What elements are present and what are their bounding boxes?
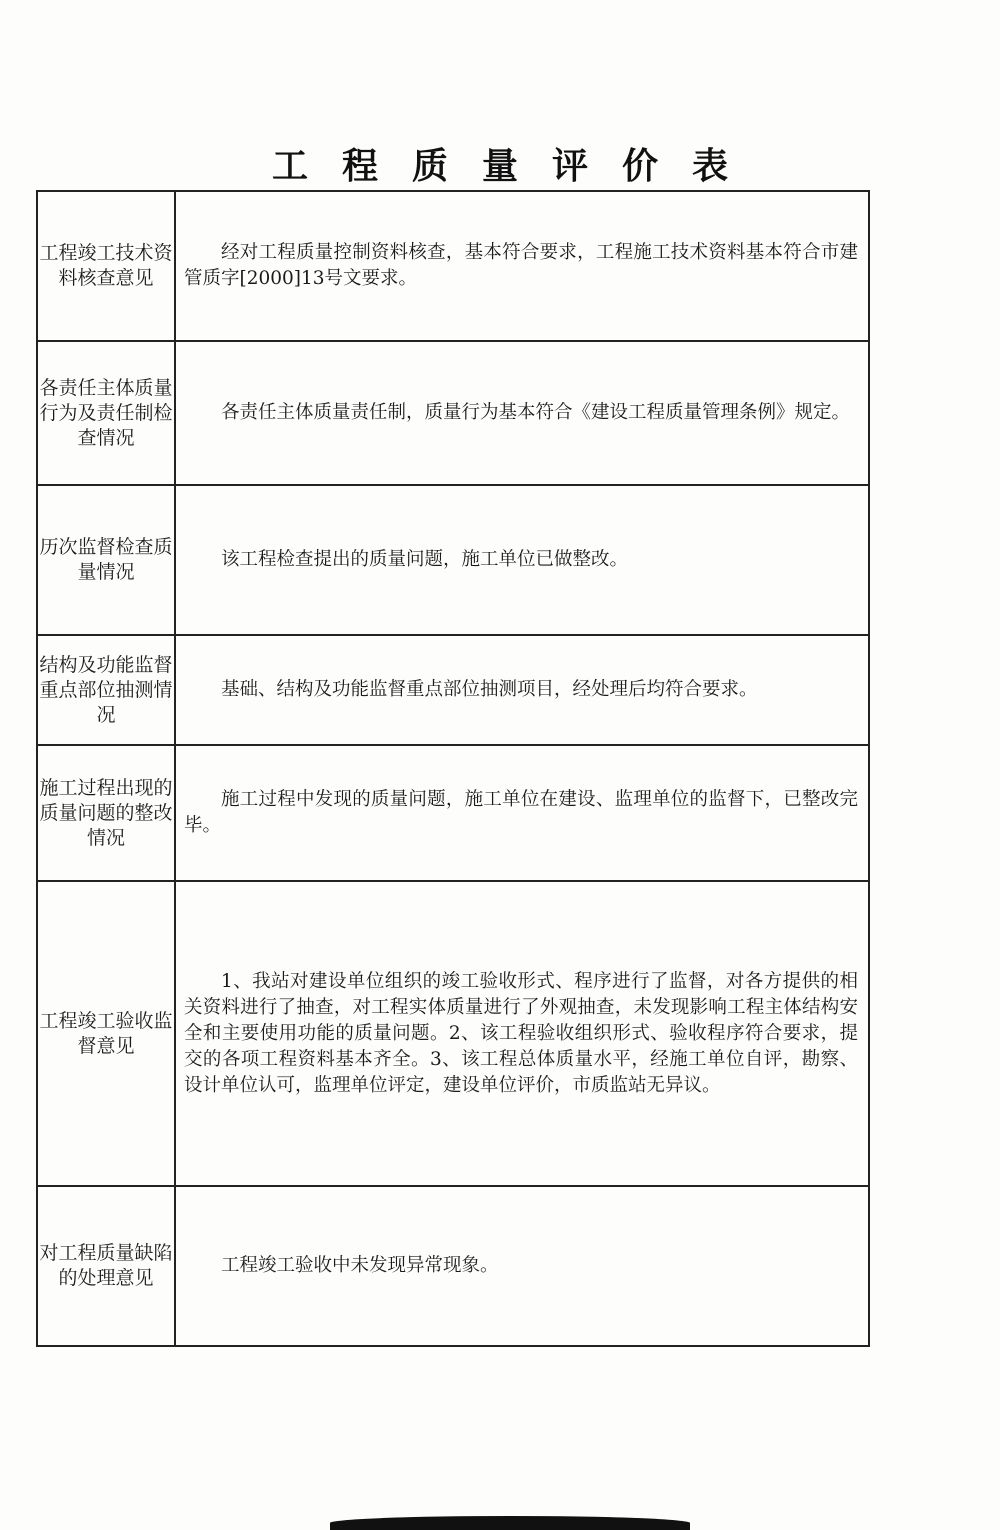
row-content: 各责任主体质量责任制，质量行为基本符合《建设工程质量管理条例》规定。 [175, 341, 869, 485]
row-label: 对工程质量缺陷的处理意见 [37, 1186, 175, 1346]
row-label: 结构及功能监督重点部位抽测情况 [37, 635, 175, 745]
evaluation-table [36, 190, 870, 1347]
row-label: 施工过程出现的质量问题的整改情况 [37, 745, 175, 881]
row-label: 历次监督检查质量情况 [37, 485, 175, 635]
table-row [37, 341, 869, 485]
table-row [37, 881, 869, 1186]
row-content: 1、我站对建设单位组织的竣工验收形式、程序进行了监督，对各方提供的相关资料进行了抽查，对工程实体质量进行了外观抽查，未发现影响工程主体结构安全和主要使用功能的质量问题。2、该工程验收组织形式、验收程序符合要求，提交的各项工程资料基本齐全。3、该工程总体质量水平，经施工单位自评，勘察、设计单位认可，监理单位评定，建设单位评价，市质监站无异议。 [175, 881, 869, 1186]
row-content: 经对工程质量控制资料核查，基本符合要求，工程施工技术资料基本符合市建管质字[2000]13号文要求。 [175, 191, 869, 341]
row-content: 基础、结构及功能监督重点部位抽测项目，经处理后均符合要求。 [175, 635, 869, 745]
table-row [37, 485, 869, 635]
table-row [37, 1186, 869, 1346]
row-label: 工程竣工验收监督意见 [37, 881, 175, 1186]
document-title: 工程质量评价表 [271, 146, 762, 187]
table-row [37, 191, 869, 341]
row-label: 工程竣工技术资料核查意见 [37, 191, 175, 341]
row-content: 工程竣工验收中未发现异常现象。 [175, 1186, 869, 1346]
table-row [37, 635, 869, 745]
row-content: 施工过程中发现的质量问题，施工单位在建设、监理单位的监督下，已整改完毕。 [175, 745, 869, 881]
table-row [37, 745, 869, 881]
row-content: 该工程检查提出的质量问题，施工单位已做整改。 [175, 485, 869, 635]
row-label: 各责任主体质量行为及责任制检查情况 [37, 341, 175, 485]
binding-edge-shadow [330, 1516, 690, 1530]
